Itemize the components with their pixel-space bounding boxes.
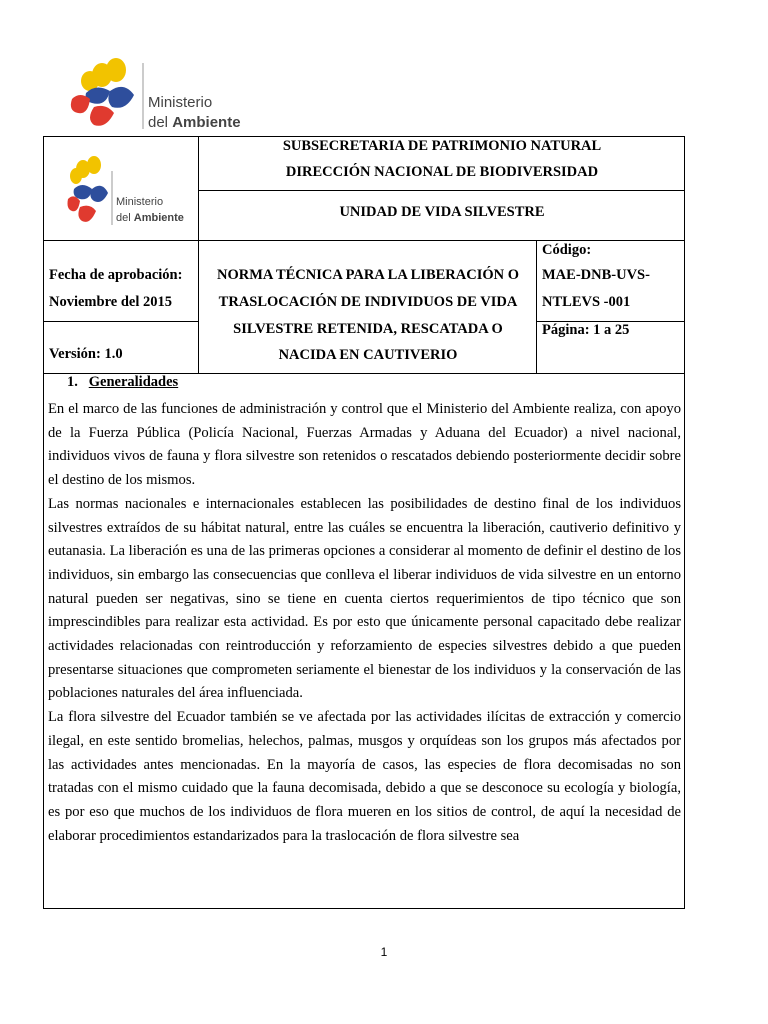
document-table: [43, 136, 685, 909]
norm-line-3: SILVESTRE RETENIDA, RESCATADA O: [233, 321, 503, 337]
title-line-2: DIRECCIÓN NACIONAL DE BIODIVERSIDAD: [285, 164, 599, 180]
version-cell: [44, 321, 198, 373]
section-heading: [67, 374, 178, 391]
ministry-emblem-small-icon: [66, 151, 186, 241]
svg-text:del Ambiente: del Ambiente: [148, 114, 241, 131]
svg-text:Ministerio: Ministerio: [116, 196, 164, 208]
code-cell: [536, 240, 684, 321]
ministry-emblem-icon: [66, 55, 246, 135]
section-title: Generalidades: [88, 374, 179, 390]
norm-title-cell: [198, 240, 536, 373]
paragraph-1: En el marco de las funciones de administración y control que el Ministerio del Ambiente realiza, con apoyo de la Fuerza Pública (Policía Nacional, Fuerzas Armadas y Aduana del Ecuador) a nivel nacional, individuos vivos de fauna y flora silvestre son retenidos o rescatados debiendo posteriormente decidir sobre el destino de los mismos.: [48, 401, 681, 489]
unit-title: UNIDAD DE VIDA SILVESTRE: [339, 204, 545, 220]
code-line-2: NTLEVS -001: [542, 294, 631, 310]
approval-date: Noviembre del 2015: [49, 294, 172, 310]
norm-line-1: NORMA TÉCNICA PARA LA LIBERACIÓN O: [217, 267, 519, 283]
version-text: Versión: 1.0: [49, 346, 123, 362]
svg-text:del Ambiente: del Ambiente: [116, 212, 184, 224]
approval-label: Fecha de aprobación:: [49, 267, 183, 283]
section-number: 1.: [67, 374, 78, 390]
page-info: Página: 1 a 25: [542, 322, 630, 338]
norm-line-2: TRASLOCACIÓN DE INDIVIDUOS DE VIDA: [218, 294, 518, 310]
title-cell: [198, 137, 684, 190]
page-number: 1: [380, 945, 388, 959]
svg-text:Ministerio: Ministerio: [148, 94, 213, 111]
code-label: Código:: [542, 242, 592, 258]
ministry-logo: [66, 55, 246, 135]
unit-cell: [198, 190, 684, 240]
paragraph-2: Las normas nacionales e internacionales establecen las posibilidades de destino final de los individuos silvestres extraídos de su hábitat natural, entre las cuáles se encuentra la liberación, cautiverio definitivo y eutanasia. La liberación es una de las primeras opciones a considerar al momento de definir el destino de los individuos, sin embargo las consecuencias que conlleva el liberar individuos de vida silvestre en un entorno natural pueden ser negativas, sino se tiene en cuenta ciertos requerimientos de tipo técnico que son imprescindibles para realizar esta actividad. Es por esto que únicamente personal capacitado debe realizar actividades relacionadas con reintroducción y reforzamiento de especies silvestres debido a que pueden presentarse situaciones que comprometen seriamente el bienestar de los individuos y la conservación de las poblaciones naturales del área influenciada.: [48, 495, 681, 702]
table-logo-cell: [44, 137, 198, 240]
paragraph-3: La flora silvestre del Ecuador también se ve afectada por las actividades ilícitas de extracción y comercio ilegal, en este sentido bromelias, helechos, palmas, musgos y orquídeas son los grupos más afectados por las actividades antes mencionadas. En la mayoría de casos, las especies de flora decomisadas no son tratadas con el mismo cuidado que la fauna decomisada, debido a que se desconoce su ecología y biología, es por eso que muchos de los individuos de flora mueren en los sitios de control, de aquí la necesidad de elaborar procedimientos estandarizados para la traslocación de flora silvestre sea: [48, 709, 681, 844]
body-text: [48, 398, 681, 848]
norm-line-4: NACIDA EN CAUTIVERIO: [278, 347, 458, 363]
title-line-1: SUBSECRETARIA DE PATRIMONIO NATURAL: [282, 138, 602, 154]
code-line-1: MAE-DNB-UVS-: [542, 267, 650, 283]
page-info-cell: [536, 321, 684, 373]
